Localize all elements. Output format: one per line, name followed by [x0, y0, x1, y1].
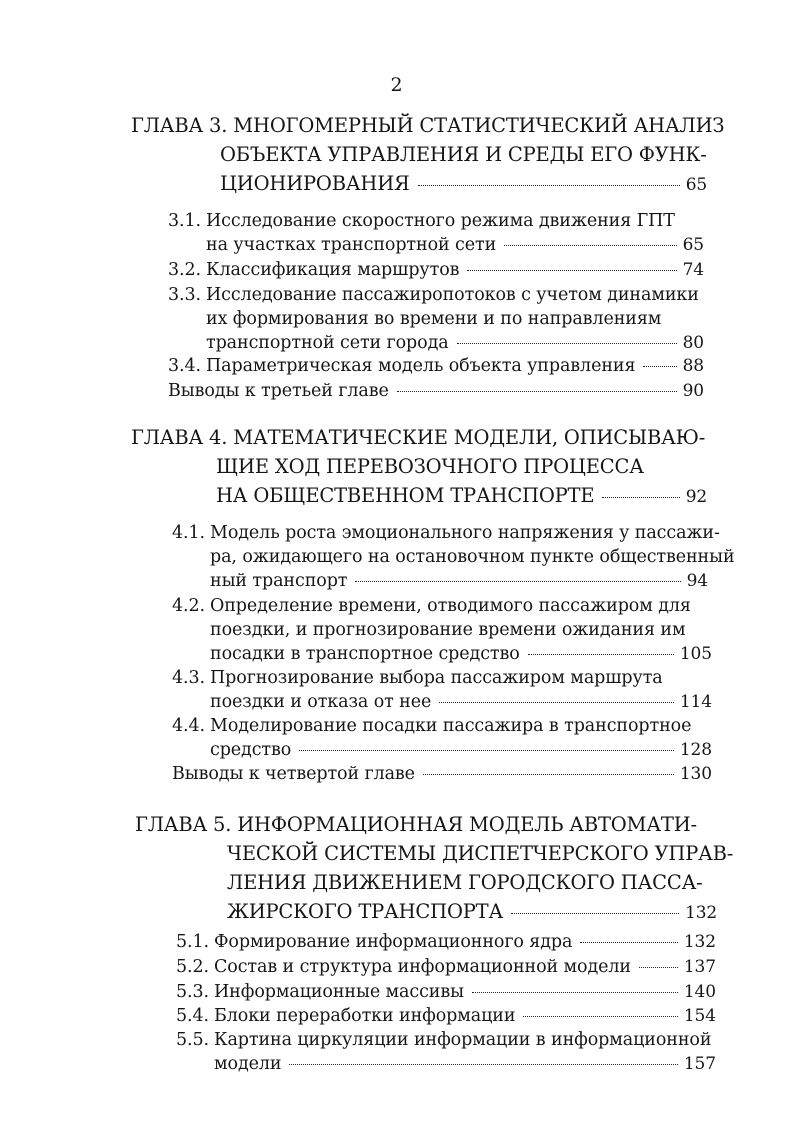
leader-dots [418, 184, 680, 186]
chapter-page-ref: 132 [685, 903, 717, 923]
leader-dots [289, 1063, 677, 1065]
section-page-ref: 137 [683, 957, 716, 977]
leader-dots [467, 269, 676, 271]
leader-dots [299, 749, 674, 751]
section-entry: 4.3. Прогнозирование выбора пассажиром маршрута поездки и отказа от нее 114 [172, 668, 712, 712]
section-entry: 5.1. Формирование информационного ядра 132 [176, 932, 716, 952]
chapter-heading-line: ГЛАВА 4. МАТЕМАТИЧЕСКИЕ МОДЕЛИ, ОПИСЫВАЮ- [131, 426, 706, 449]
section-entry: 4.4. Моделирование посадки пассажира в транспортное средство 128 [172, 716, 712, 760]
section-page-ref: 94 [686, 571, 708, 591]
chapter-3-heading [131, 111, 725, 200]
leader-dots [580, 941, 677, 943]
section-page-ref: 105 [679, 644, 712, 664]
section-number: 4.2. [172, 596, 205, 616]
section-entry: 4.2. Определение времени, отводимого пассажиром для поездки, и прогнозирование времени ожидания им посадки в транспортное средство 105 [172, 596, 712, 664]
section-page-ref: 128 [679, 740, 712, 760]
leader-dots [397, 390, 677, 392]
chapter-heading-line: ГЛАВА 5. ИНФОРМАЦИОННАЯ МОДЕЛЬ АВТОМАТИ- [135, 813, 697, 836]
chapter-heading-line: ЖИРСКОГО ТРАНСПОРТА 132 [135, 897, 717, 928]
section-conclusion: Выводы к четвертой главе 130 [172, 764, 712, 784]
section-number: 3.2. [168, 260, 201, 280]
section-number: 3.4. [168, 356, 201, 376]
section-page-ref: 130 [679, 764, 712, 784]
leader-dots [355, 580, 680, 582]
section-number: 3.3. [168, 285, 201, 305]
leader-dots [643, 365, 676, 367]
chapter-heading-line: ЧЕСКОЙ СИСТЕМЫ ДИСПЕТЧЕРСКОГО УПРАВ- [227, 842, 734, 865]
section-entry: 5.5. Картина циркуляции информации в информационной модели 157 [176, 1030, 716, 1074]
chapter-page-ref: 65 [685, 175, 707, 195]
leader-dots [511, 912, 679, 914]
section-number: 3.1. [168, 211, 201, 231]
section-entry: 5.3. Информационные массивы 140 [176, 982, 716, 1002]
section-page-ref: 114 [679, 692, 712, 712]
section-page-ref: 88 [682, 356, 704, 376]
leader-dots [523, 1015, 677, 1017]
page-number: 2 [390, 74, 403, 96]
section-number: 4.4. [172, 716, 205, 736]
chapter-5-heading [135, 810, 734, 928]
chapter-page-ref: 92 [685, 487, 707, 507]
chapter-heading-line: ОБЪЕКТА УПРАВЛЕНИЯ И СРЕДЫ ЕГО ФУНК- [220, 143, 707, 166]
leader-dots [457, 342, 677, 344]
leader-dots [639, 966, 678, 968]
section-entry: 3.4. Параметрическая модель объекта управления 88 [168, 356, 704, 376]
chapter-heading-line: ЦИОНИРОВАНИЯ 65 [131, 169, 707, 200]
section-page-ref: 154 [683, 1006, 716, 1026]
section-number: 5.1. [176, 932, 209, 952]
leader-dots [602, 496, 679, 498]
leader-dots [528, 653, 674, 655]
section-page-ref: 90 [682, 381, 704, 401]
leader-dots [504, 244, 676, 246]
leader-dots [472, 991, 678, 993]
section-entry: 5.2. Состав и структура информационной модели 137 [176, 957, 716, 977]
section-entry: 3.1. Исследование скоростного режима движения ГПТ на участках транспортной сети 65 [168, 211, 704, 255]
section-page-ref: 65 [682, 235, 704, 255]
section-number: 5.5. [176, 1030, 209, 1050]
section-conclusion: Выводы к третьей главе 90 [168, 381, 704, 401]
chapter-heading-line: НА ОБЩЕСТВЕННОМ ТРАНСПОРТЕ 92 [131, 481, 707, 512]
section-number: 5.4. [176, 1006, 209, 1026]
section-page-ref: 157 [683, 1054, 716, 1074]
section-page-ref: 140 [683, 982, 716, 1002]
section-entry: 3.3. Исследование пассажиропотоков с учетом динамики их формирования во времени и по направлениям транспортной сети города 80 [168, 285, 704, 353]
chapter-heading-line: ЩИЕ ХОД ПЕРЕВОЗОЧНОГО ПРОЦЕССА [216, 455, 644, 478]
section-number: 4.1. [172, 523, 205, 543]
chapter-heading-line: ГЛАВА 3. МНОГОМЕРНЫЙ СТАТИСТИЧЕСКИЙ АНАЛИЗ [131, 114, 725, 137]
section-page-ref: 80 [682, 333, 704, 353]
section-page-ref: 74 [682, 260, 704, 280]
leader-dots [439, 701, 674, 703]
section-entry: 3.2. Классификация маршрутов 74 [168, 260, 704, 280]
section-number: 5.3. [176, 982, 209, 1002]
leader-dots [423, 773, 674, 775]
section-entry: 4.1. Модель роста эмоционального напряжения у пассажи- ра, ожидающего на остановочном пункте общественный ный транспорт 94 [172, 523, 735, 591]
section-entry: 5.4. Блоки переработки информации 154 [176, 1006, 716, 1026]
section-page-ref: 132 [683, 932, 716, 952]
section-number: 5.2. [176, 957, 209, 977]
section-number: 4.3. [172, 668, 205, 688]
chapter-4-heading [131, 423, 707, 512]
chapter-heading-line: ЛЕНИЯ ДВИЖЕНИЕМ ГОРОДСКОГО ПАССА- [227, 871, 703, 894]
